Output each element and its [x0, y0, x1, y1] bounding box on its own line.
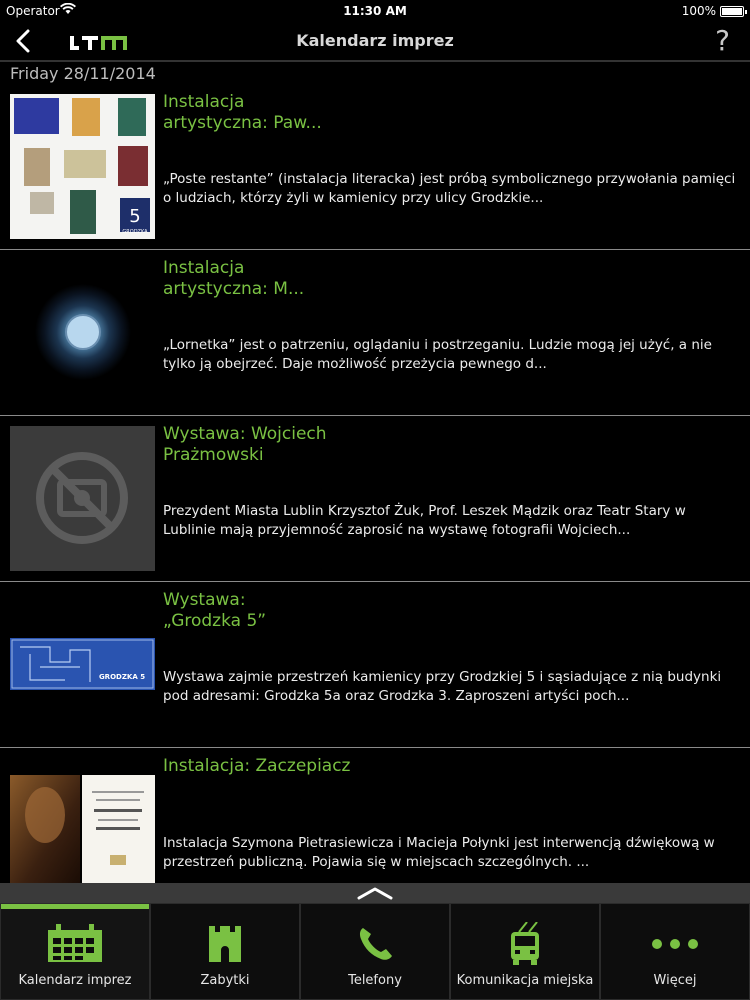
event-thumbnail [10, 94, 155, 239]
tab-label: Telefony [348, 973, 402, 988]
event-item[interactable] [0, 416, 750, 582]
status-bar [0, 0, 750, 22]
event-description: Instalacja Szymona Pietrasiewicza i Macieja Połynki jest interwencją dźwiękową w przestrzeń publiczną. Pojawia się w miejscach szczególnych. ... [163, 835, 715, 870]
battery-percent: 100% [681, 4, 716, 18]
event-thumbnail [10, 592, 155, 737]
svg-text:GRODZKA 5: GRODZKA 5 [98, 673, 146, 681]
chevron-up-icon [355, 885, 395, 901]
event-title: Wystawa: Wojciech Prażmowski [163, 424, 327, 465]
more-icon [601, 922, 749, 966]
carrier-label: Operator [6, 4, 60, 18]
page-title: Kalendarz imprez [296, 31, 454, 50]
no-image-icon [10, 426, 155, 571]
event-item[interactable] [0, 84, 750, 250]
event-title: Instalacja artystyczna: M... [163, 258, 305, 299]
event-thumbnail [10, 260, 155, 405]
tab-label: Komunikacja miejska [456, 973, 594, 988]
tab-kalendarz-imprez[interactable] [0, 903, 150, 1000]
help-button[interactable]: ? [715, 24, 730, 57]
event-description: „Poste restante” (instalacja literacka) jest próbą symbolicznego przywołania pamięci o ludziach, którzy żyli w kamienicy przy ulicy Grodzkie... [163, 171, 736, 206]
date-header: Friday 28/11/2014 [10, 64, 156, 83]
tab-label: Więcej [653, 973, 697, 988]
calendar-icon [1, 922, 149, 966]
event-title: Instalacja artystyczna: Paw... [163, 92, 322, 133]
navigation-bar [0, 22, 750, 60]
event-list [0, 84, 750, 914]
event-thumbnail [10, 775, 155, 883]
tab-label: Zabytki [200, 973, 250, 988]
event-item[interactable] [0, 582, 750, 748]
tab-zabytki[interactable] [150, 903, 300, 1000]
castle-icon [151, 922, 299, 966]
trolleybus-icon [451, 922, 599, 966]
event-item[interactable] [0, 250, 750, 416]
tabbar-drawer-handle[interactable] [0, 883, 750, 903]
tab-wiecej[interactable] [600, 903, 750, 1000]
nav-divider [0, 60, 750, 62]
tab-label: Kalendarz imprez [18, 973, 132, 988]
tab-telefony[interactable] [300, 903, 450, 1000]
event-title: Instalacja: Zaczepiacz [163, 756, 351, 776]
event-description: Prezydent Miasta Lublin Krzysztof Żuk, Prof. Leszek Mądzik oraz Teatr Stary w Lublinie mają przyjemność zaprosić na wystawę fotografii Wojciech... [163, 503, 686, 538]
tab-komunikacja-miejska[interactable] [450, 903, 600, 1000]
event-title: Wystawa: „Grodzka 5” [163, 590, 267, 631]
event-description: Wystawa zajmie przestrzeń kamienicy przy Grodzkiej 5 i sąsiadujące z nią budynki pod adresami: Grodzka 5a oraz Grodzka 3. Zaproszeni artyści poch... [163, 669, 722, 704]
clock: 11:30 AM [343, 4, 407, 18]
tab-bar [0, 903, 750, 1000]
svg-text:5: 5 [129, 206, 141, 227]
battery-icon [720, 6, 744, 17]
phone-icon [301, 922, 449, 966]
svg-text:GRODZKA: GRODZKA [122, 229, 148, 235]
event-description: „Lornetka” jest o patrzeniu, oglądaniu i postrzeganiu. Ludzie mogą jej użyć, a nie tylko ją obejrzeć. Daje możliwość przeżycia pewnego d... [163, 337, 712, 372]
